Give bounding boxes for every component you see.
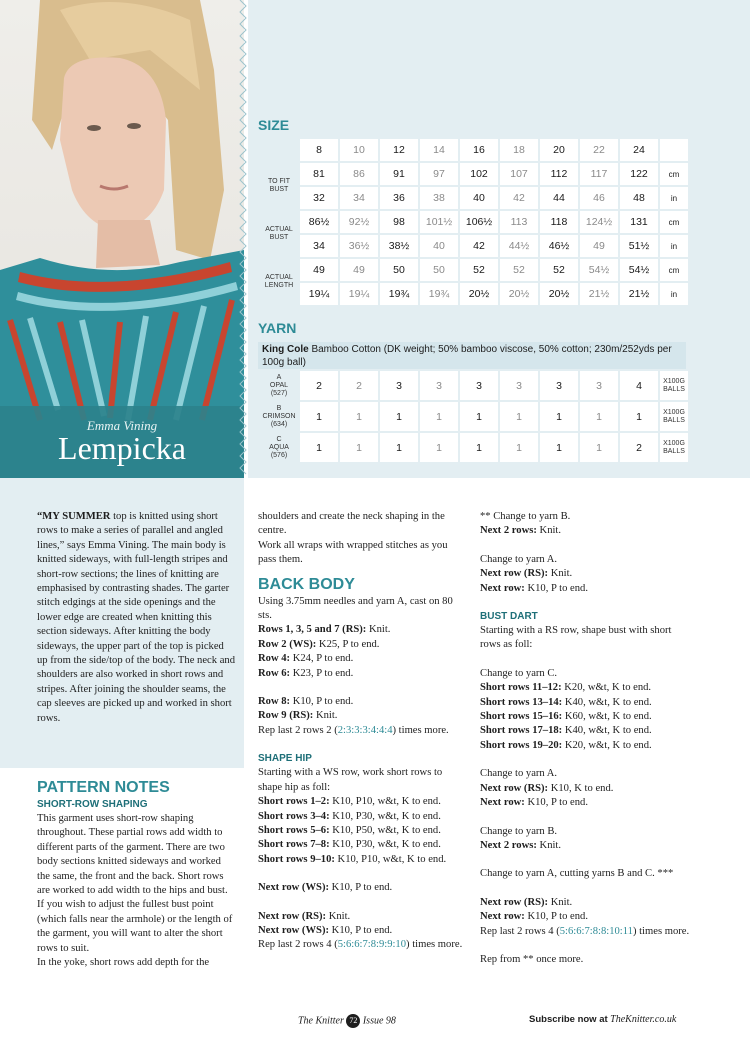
- yarn-colour: OPAL: [269, 381, 289, 389]
- repeat-text: Rep last 2 rows 2 (: [258, 724, 338, 736]
- unit-line: BALLS: [663, 447, 685, 455]
- blank-cell: [260, 139, 298, 161]
- spacer: [480, 811, 690, 825]
- repeat-row: [480, 925, 690, 939]
- row-label: Row 6:: [258, 667, 291, 679]
- label-line: ACTUAL: [265, 226, 293, 233]
- footer-left: [298, 1014, 396, 1028]
- value-cell: 20½: [540, 283, 578, 305]
- unit-line: BALLS: [663, 385, 685, 393]
- yarn-label: [260, 433, 298, 462]
- unit-cell: cm: [660, 259, 688, 281]
- instruction-row: [480, 696, 690, 710]
- unit-cell: in: [660, 283, 688, 305]
- unit-cell: [660, 139, 688, 161]
- bust-in-row: [260, 235, 688, 257]
- row-text: K40, w&t, K to end.: [562, 696, 652, 708]
- yarn-letter: B: [276, 404, 282, 412]
- value-cell: 102: [460, 163, 498, 185]
- size-heading: SIZE: [258, 117, 290, 133]
- value-cell: 1: [580, 402, 618, 431]
- row-text: K10, P50, w&t, K to end.: [329, 824, 441, 836]
- value-cell: 3: [420, 371, 458, 400]
- size-cell: 8: [300, 139, 338, 161]
- magazine-name: The Knitter: [298, 1015, 344, 1027]
- row-text: K24, P to end.: [290, 653, 354, 665]
- row-text: Knit.: [548, 568, 573, 580]
- row-text: Knit.: [366, 624, 391, 636]
- value-cell: 1: [380, 433, 418, 462]
- row-label: Next 2 rows:: [480, 525, 537, 537]
- instruction-row: [258, 795, 464, 809]
- repeat-text: Rep last 2 rows 4 (: [480, 925, 560, 937]
- value-cell: 112: [540, 163, 578, 185]
- spacer: [258, 896, 464, 910]
- zigzag-divider: [238, 0, 248, 478]
- row-label: Next row (RS):: [480, 782, 549, 794]
- instruction-row: [480, 582, 690, 596]
- bust-dart-heading: BUST DART: [480, 611, 538, 623]
- spacer: [480, 596, 690, 610]
- label-line: LENGTH: [264, 282, 294, 289]
- label-line: BUST: [269, 186, 289, 193]
- unit-cell: in: [660, 187, 688, 209]
- length-in-row: [260, 283, 688, 305]
- value-cell: 92½: [340, 211, 378, 233]
- row-label: [260, 211, 298, 257]
- row-label: Row 4:: [258, 653, 291, 665]
- value-cell: 106½: [460, 211, 498, 233]
- value-cell: 50: [420, 259, 458, 281]
- spacer: [258, 738, 464, 752]
- row-label: Row 8:: [258, 696, 291, 708]
- continued-text: shoulders and create the neck shaping in the centre.: [258, 511, 445, 537]
- row-label: Short rows 1–2:: [258, 796, 330, 808]
- value-cell: 38: [420, 187, 458, 209]
- size-cell: 12: [380, 139, 418, 161]
- value-cell: 117: [580, 163, 618, 185]
- row-label: Next row (RS):: [258, 910, 327, 922]
- row-label: Short rows 5–6:: [258, 824, 330, 836]
- instruction-row: [258, 709, 464, 723]
- instruction-row: [480, 796, 690, 810]
- bust-column: [480, 510, 690, 967]
- instruction-text: Change to yarn A.: [480, 553, 558, 565]
- row-text: K20, w&t, K to end.: [562, 739, 652, 751]
- row-text: K10, K to end.: [548, 782, 614, 794]
- repeat-row: [258, 724, 464, 738]
- short-row-heading: SHORT-ROW SHAPING: [37, 799, 148, 810]
- unit-cell: in: [660, 235, 688, 257]
- value-cell: 44: [540, 187, 578, 209]
- yarn-letter: C: [276, 435, 282, 443]
- repeat-text: ) times more.: [632, 925, 690, 937]
- instruction-row: [480, 567, 690, 581]
- spacer: [258, 681, 464, 695]
- value-cell: 1: [340, 402, 378, 431]
- value-cell: 1: [340, 433, 378, 462]
- value-cell: 113: [500, 211, 538, 233]
- repeat-text: ) times more.: [406, 939, 463, 951]
- value-cell: 19¼: [340, 283, 378, 305]
- back-body-heading: BACK BODY: [258, 575, 355, 593]
- yarn-label: [260, 402, 298, 431]
- yarn-letter: A: [276, 373, 282, 381]
- value-cell: 1: [580, 433, 618, 462]
- instruction-row: [258, 910, 464, 924]
- value-cell: 40: [460, 187, 498, 209]
- value-cell: 97: [420, 163, 458, 185]
- value-cell: 52: [540, 259, 578, 281]
- row-label: Short rows 7–8:: [258, 839, 330, 851]
- row-text: K10, P to end.: [524, 911, 588, 923]
- value-cell: 46: [580, 187, 618, 209]
- site-link[interactable]: TheKnitter.co.uk: [610, 1014, 677, 1025]
- intro-text: top is knitted using short rows to make a series of parallel and angled lines,” says Emma Vining. The main body is knitted sideways, with full-length stripes and short-row sections; the lines of knitting are emphasised by contrasting shades. The garter stitch edgings at the side openings and the lower edge are created when knitting this section sideways. After knitting the body sideways, the upper part of the top is picked up from the side/top of the body. The neck and shoulders are also worked in short rows and stripes. After joining the shoulder seams, the cap sleeves are picked up and worked in short rows.: [37, 511, 235, 724]
- value-cell: 107: [500, 163, 538, 185]
- yarn-code: (527): [270, 389, 288, 397]
- size-cell: 24: [620, 139, 658, 161]
- value-cell: 52: [460, 259, 498, 281]
- row-text: K20, w&t, K to end.: [561, 682, 652, 694]
- bust-cm-row: [260, 211, 688, 233]
- instruction-row: [480, 896, 690, 910]
- intro-paragraph: [37, 510, 235, 726]
- row-label: Short rows 11–12:: [480, 682, 562, 694]
- size-cell: 18: [500, 139, 538, 161]
- instruction-row: [258, 695, 464, 709]
- row-label: Next row (RS):: [480, 896, 549, 908]
- instruction-row: [258, 638, 464, 652]
- row-label: Next row (WS):: [258, 882, 330, 894]
- row-text: Knit.: [313, 710, 338, 722]
- dart-intro: Starting with a RS row, shape bust with short rows as foll:: [480, 625, 672, 651]
- yarn-detail: Bamboo Cotton (DK weight; 50% bamboo viscose, 50% cotton; 230m/252yds per 100g ball): [262, 344, 672, 368]
- footer-right: [529, 1014, 676, 1025]
- value-cell: 19¼: [300, 283, 338, 305]
- value-cell: 50: [380, 259, 418, 281]
- value-cell: 49: [300, 259, 338, 281]
- value-cell: 1: [420, 433, 458, 462]
- value-cell: 86½: [300, 211, 338, 233]
- value-cell: 1: [620, 402, 658, 431]
- row-text: Knit.: [536, 839, 562, 851]
- row-text: K25, P to end.: [316, 638, 380, 650]
- instruction-row: [258, 824, 464, 838]
- label-line: ACTUAL: [265, 274, 293, 281]
- instruction-row: [480, 839, 690, 853]
- value-cell: 4: [620, 371, 658, 400]
- value-cell: 54½: [620, 259, 658, 281]
- size-cell: 20: [540, 139, 578, 161]
- row-label: Next row (WS):: [258, 924, 330, 936]
- row-text: Knit.: [536, 525, 562, 537]
- row-text: K10, P to end.: [329, 924, 393, 936]
- spacer: [480, 882, 690, 896]
- value-cell: 3: [500, 371, 538, 400]
- notes-column: [37, 778, 235, 970]
- size-cell: 10: [340, 139, 378, 161]
- instruction-row: [480, 724, 690, 738]
- value-cell: 1: [460, 433, 498, 462]
- size-cell: 16: [460, 139, 498, 161]
- intro-lead: “MY SUMMER: [37, 511, 111, 522]
- value-cell: 40: [420, 235, 458, 257]
- yarn-table: [258, 369, 690, 464]
- row-label: Next row:: [480, 911, 525, 923]
- row-label: Short rows 17–18:: [480, 725, 563, 737]
- row-text: K40, w&t, K to end.: [562, 725, 652, 737]
- value-cell: 38½: [380, 235, 418, 257]
- value-cell: 3: [380, 371, 418, 400]
- instruction-row: [480, 710, 690, 724]
- page-number: 72: [346, 1014, 360, 1028]
- value-cell: 1: [500, 402, 538, 431]
- value-cell: 1: [300, 433, 338, 462]
- value-cell: 36: [380, 187, 418, 209]
- unit-line: X100G: [663, 439, 685, 447]
- instruction-row: [258, 652, 464, 666]
- pattern-notes-heading: PATTERN NOTES: [37, 779, 170, 796]
- value-cell: 51½: [620, 235, 658, 257]
- unit-cell: cm: [660, 163, 688, 185]
- row-text: K10, P10, w&t, K to end.: [329, 796, 441, 808]
- spacer: [480, 853, 690, 867]
- unit-cell: [660, 371, 688, 400]
- instruction-row: [258, 810, 464, 824]
- instruction-row: [258, 881, 464, 895]
- row-label: Rows 1, 3, 5 and 7 (RS):: [258, 624, 367, 636]
- instruction-row: [480, 782, 690, 796]
- repeat-sizes: 5:6:6:7:8:8:10:11: [559, 925, 633, 937]
- value-cell: 1: [300, 402, 338, 431]
- instruction-row: [258, 623, 464, 637]
- value-cell: 3: [580, 371, 618, 400]
- instruction-text: Change to yarn C.: [480, 667, 558, 679]
- value-cell: 2: [620, 433, 658, 462]
- shape-hip-heading: SHAPE HIP: [258, 753, 312, 765]
- yarn-code: (634): [270, 420, 288, 428]
- value-cell: 32: [300, 187, 338, 209]
- repeat-sizes: 2:3:3:3:4:4:4: [337, 724, 393, 736]
- notes-paragraph: This garment uses short-row shaping throughout. These partial rows add width to different parts of the garment. There are two body sections knitted sideways and worked the same, the front and the back. Short rows are worked to add width to the hips and bust. If you wish to adjust the fullest bust point (which falls near the armhole) or the length of the garment, you will want to alter the short rows to suit.: [37, 813, 233, 954]
- value-cell: 36½: [340, 235, 378, 257]
- spacer: [480, 939, 690, 953]
- row-text: K10, P30, w&t, K to end.: [329, 810, 441, 822]
- spacer: [480, 753, 690, 767]
- value-cell: 19¾: [380, 283, 418, 305]
- size-cell: 22: [580, 139, 618, 161]
- repeat-text: ) times more.: [392, 724, 449, 736]
- pattern-title: Lempicka: [58, 430, 186, 466]
- value-cell: 42: [460, 235, 498, 257]
- value-cell: 20½: [500, 283, 538, 305]
- value-cell: 52: [500, 259, 538, 281]
- yarn-description: [258, 342, 686, 369]
- value-cell: 122: [620, 163, 658, 185]
- value-cell: 46½: [540, 235, 578, 257]
- row-label: Short rows 9–10:: [258, 853, 335, 865]
- instruction-text: Change to yarn A, cutting yarns B and C. ***: [480, 868, 674, 880]
- length-cm-row: [260, 259, 688, 281]
- repeat-text: Rep last 2 rows 4 (: [258, 939, 338, 951]
- value-cell: 1: [380, 402, 418, 431]
- yarn-row-b: [260, 402, 688, 431]
- back-body-column: [258, 510, 464, 953]
- value-cell: 42: [500, 187, 538, 209]
- subscribe-text: Subscribe now at: [529, 1014, 608, 1025]
- row-label: Short rows 13–14:: [480, 696, 563, 708]
- spacer: [480, 539, 690, 553]
- value-cell: 1: [420, 402, 458, 431]
- value-cell: 54½: [580, 259, 618, 281]
- row-label: Row 9 (RS):: [258, 710, 314, 722]
- value-cell: 20½: [460, 283, 498, 305]
- value-cell: 49: [580, 235, 618, 257]
- yarn-label: [260, 371, 298, 400]
- fit-cm-row: [260, 163, 688, 185]
- spacer: [480, 653, 690, 667]
- row-text: K10, P to end.: [329, 882, 393, 894]
- instruction-text: Change to yarn A.: [480, 768, 558, 780]
- row-text: Knit.: [326, 910, 351, 922]
- unit-cell: cm: [660, 211, 688, 233]
- row-label: Short rows 3–4:: [258, 810, 330, 822]
- size-row: [260, 139, 688, 161]
- value-cell: 1: [540, 402, 578, 431]
- unit-line: X100G: [663, 408, 685, 416]
- value-cell: 48: [620, 187, 658, 209]
- size-table: [258, 137, 690, 307]
- label-line: TO FIT: [267, 178, 291, 185]
- instruction-row: [258, 838, 464, 852]
- instruction-text: Rep from ** once more.: [480, 953, 584, 965]
- repeat-sizes: 5:6:6:7:8:9:9:10: [337, 939, 407, 951]
- value-cell: 81: [300, 163, 338, 185]
- row-label: Row 2 (WS):: [258, 638, 317, 650]
- row-label: Short rows 19–20:: [480, 739, 563, 751]
- value-cell: 86: [340, 163, 378, 185]
- yarn-row-a: [260, 371, 688, 400]
- value-cell: 21½: [620, 283, 658, 305]
- value-cell: 34: [300, 235, 338, 257]
- row-text: K10, P to end.: [524, 797, 588, 809]
- row-text: Knit.: [548, 896, 573, 908]
- issue-number: Issue 98: [362, 1015, 396, 1027]
- wraps-text: Work all wraps with wrapped stitches as you pass them.: [258, 539, 448, 566]
- unit-line: BALLS: [663, 416, 685, 424]
- yarn-row-c: [260, 433, 688, 462]
- row-label: [260, 163, 298, 209]
- value-cell: 98: [380, 211, 418, 233]
- row-text: K10, P to end.: [524, 582, 588, 594]
- row-text: K10, P30, w&t, K to end.: [329, 839, 441, 851]
- instruction-text: Change to yarn B.: [480, 825, 558, 837]
- value-cell: 1: [540, 433, 578, 462]
- row-text: K10, P10, w&t, K to end.: [334, 853, 447, 865]
- value-cell: 124½: [580, 211, 618, 233]
- instruction-row: [258, 853, 464, 867]
- row-label: Next row (RS):: [480, 568, 549, 580]
- value-cell: 19¾: [420, 283, 458, 305]
- instruction-row: [480, 524, 690, 538]
- unit-cell: [660, 402, 688, 431]
- hip-intro: Starting with a WS row, work short rows to shape hip as foll:: [258, 767, 443, 793]
- instruction-row: [258, 924, 464, 938]
- intro-column: [37, 510, 235, 726]
- row-label: Next row:: [480, 797, 525, 809]
- instruction-row: [480, 681, 690, 695]
- value-cell: 101½: [420, 211, 458, 233]
- value-cell: 131: [620, 211, 658, 233]
- fit-in-row: [260, 187, 688, 209]
- yarn-colour: CRIMSON: [262, 412, 296, 420]
- row-label: Next row:: [480, 582, 525, 594]
- instruction-row: [480, 739, 690, 753]
- yarn-brand: King Cole: [262, 344, 309, 355]
- repeat-row: [258, 938, 464, 952]
- instruction-text: ** Change to yarn B.: [480, 511, 571, 522]
- row-text: K60, w&t, K to end.: [562, 711, 652, 723]
- row-label: [260, 259, 298, 305]
- row-label: Next 2 rows:: [480, 839, 537, 851]
- row-label: Short rows 15–16:: [480, 711, 563, 723]
- unit-cell: [660, 433, 688, 462]
- label-line: BUST: [269, 234, 289, 241]
- yarn-code: (576): [270, 451, 288, 459]
- row-text: K10, P to end.: [290, 696, 354, 708]
- value-cell: 3: [540, 371, 578, 400]
- instruction-row: [258, 667, 464, 681]
- notes-paragraph: In the yoke, short rows add depth for the: [37, 957, 210, 969]
- unit-line: X100G: [663, 377, 685, 385]
- value-cell: 3: [460, 371, 498, 400]
- value-cell: 91: [380, 163, 418, 185]
- instruction-row: [480, 910, 690, 924]
- value-cell: 1: [460, 402, 498, 431]
- size-cell: 14: [420, 139, 458, 161]
- yarn-heading: YARN: [258, 320, 297, 336]
- yarn-colour: AQUA: [269, 443, 289, 451]
- value-cell: 2: [340, 371, 378, 400]
- designer-name: Emma Vining: [86, 418, 158, 433]
- value-cell: 2: [300, 371, 338, 400]
- value-cell: 34: [340, 187, 378, 209]
- spacer: [258, 867, 464, 881]
- value-cell: 49: [340, 259, 378, 281]
- value-cell: 44½: [500, 235, 538, 257]
- cast-on-text: Using 3.75mm needles and yarn A, cast on 80 sts.: [258, 595, 453, 622]
- value-cell: 118: [540, 211, 578, 233]
- row-text: K23, P to end.: [290, 667, 354, 679]
- spacer: [258, 568, 464, 575]
- value-cell: 1: [500, 433, 538, 462]
- value-cell: 21½: [580, 283, 618, 305]
